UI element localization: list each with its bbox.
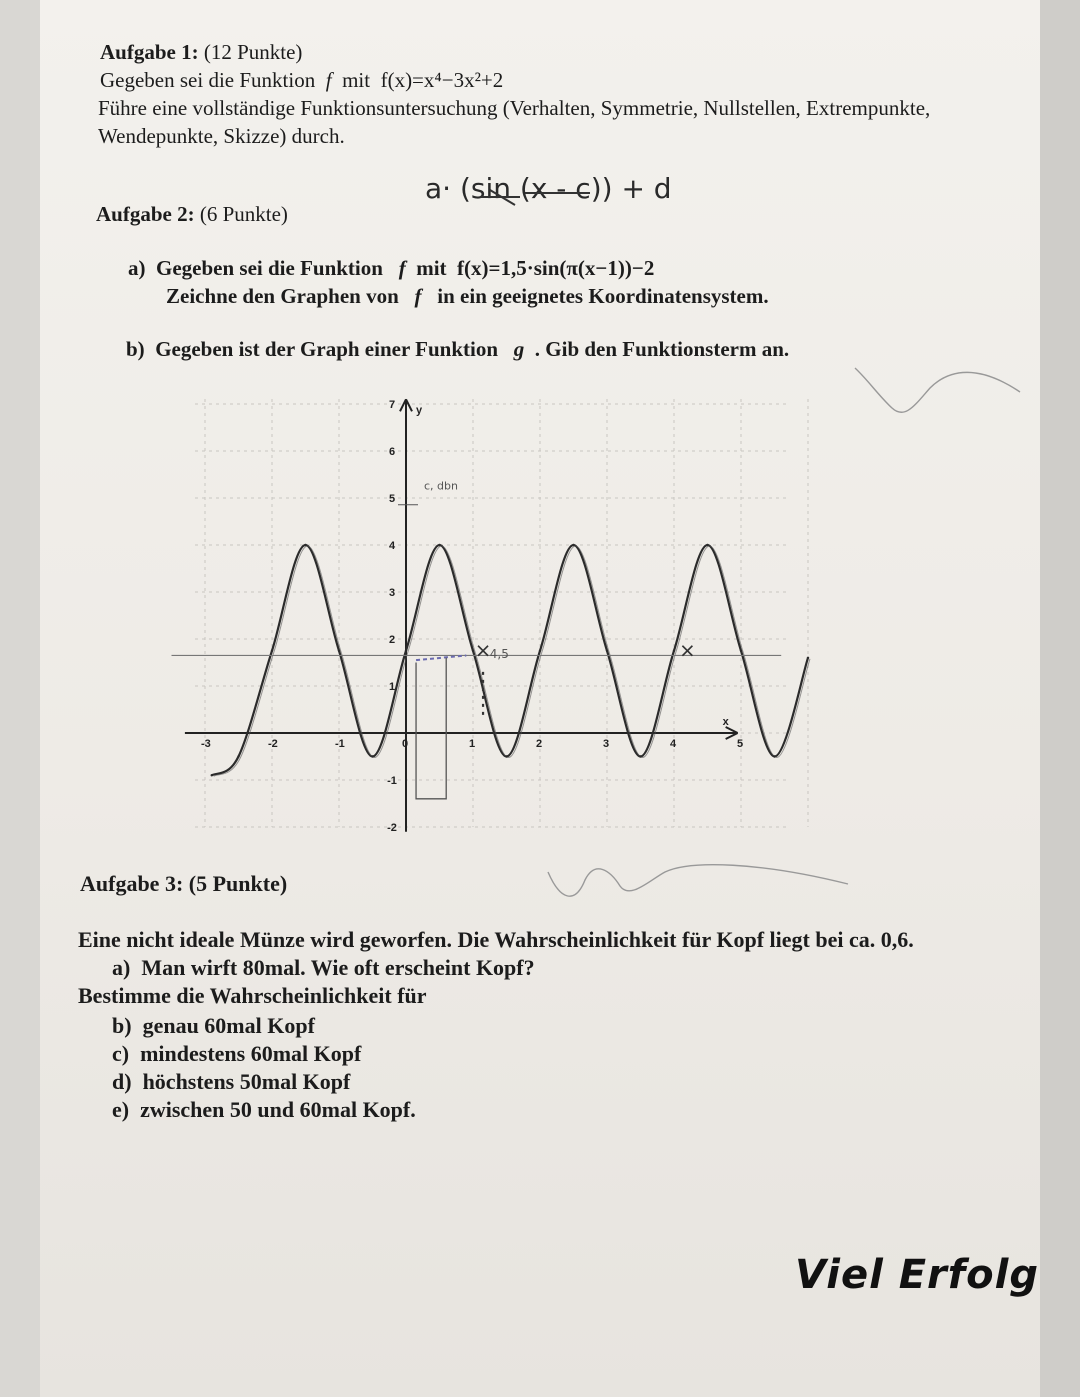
task3-item-d: [112, 1068, 350, 1096]
task1-mit: mit: [342, 68, 371, 92]
task1-given-text: Gegeben sei die Funktion: [100, 68, 316, 92]
graph-curve: [211, 544, 811, 777]
task3-item-b: [112, 1012, 315, 1040]
task2b-text-2: . Gib den Funktionsterm an.: [534, 337, 790, 361]
task1-points: (12 Punkte): [203, 40, 303, 64]
task3-item-text: höchstens 50mal Kopf: [142, 1069, 351, 1094]
task3-determine: Bestimme die Wahrscheinlichkeit für: [78, 983, 427, 1008]
task3-item-e: [112, 1096, 416, 1124]
x-tick-label: 5: [737, 738, 744, 750]
task2a-mit: mit: [416, 256, 447, 280]
data-point: [807, 657, 809, 659]
closing-wish: Viel Erfolg: [795, 1252, 1040, 1298]
task3-intro: Eine nicht ideale Münze wird geworfen. Die Wahrscheinlichkeit für Kopf liegt bei ca. 0,6.: [78, 927, 914, 952]
task1-heading: Aufgabe 1:: [100, 40, 199, 64]
cross-mark: [478, 646, 488, 656]
data-point: [505, 755, 507, 757]
task2-handwritten-note: a· (sin (x - c)) + d: [425, 172, 672, 205]
data-point: [773, 755, 775, 757]
graph-ticks: [201, 399, 743, 834]
y-tick-label: -1: [387, 775, 397, 787]
task3a-line: [112, 954, 535, 982]
hand-c-label: c, dbn: [424, 479, 458, 493]
task2a-draw-text-2: in ein geeignetes Koordinatensystem.: [437, 284, 769, 308]
task3-item-text: zwischen 50 und 60mal Kopf.: [140, 1097, 416, 1122]
data-point: [706, 544, 708, 546]
pencil-squiggle-top: [855, 368, 1020, 412]
task2-points: (6 Punkte): [199, 202, 288, 226]
x-tick-label: 1: [469, 738, 476, 750]
pencil-squiggle-bottom: [548, 865, 848, 896]
task2a-draw-text: Zeichne den Graphen von: [166, 284, 399, 308]
data-point: [338, 650, 340, 652]
task2a-text: Gegeben sei die Funktion: [156, 256, 383, 280]
x-tick-label: -1: [335, 738, 345, 750]
task2b-text: Gegeben ist der Graph einer Funktion: [155, 337, 499, 361]
x-tick-label: 3: [603, 738, 610, 750]
task3-item-label: e): [112, 1097, 130, 1122]
data-point: [304, 544, 306, 546]
data-point: [237, 755, 239, 757]
task2b-function-name: g: [513, 337, 525, 361]
task3-item-label: d): [112, 1069, 132, 1094]
y-axis-label: y: [416, 404, 423, 417]
data-point: [211, 774, 213, 776]
task2a-formula: f(x)=1,5·sin(π(x−1))−2: [457, 256, 655, 280]
y-tick-label: 1: [388, 681, 396, 693]
y-tick-label: 3: [388, 587, 396, 599]
task3-item-text: genau 60mal Kopf: [142, 1013, 315, 1038]
hand-value-label: 4,5: [489, 646, 509, 661]
y-tick-label: 4: [388, 540, 396, 552]
cross-mark: [682, 646, 692, 656]
task2a-draw-function: f: [414, 284, 422, 308]
task3-item-label: c): [112, 1041, 130, 1066]
task1-instruction-1: Führe eine vollständige Funktionsuntersuchung (Verhalten, Symmetrie, Nullstellen, Extrempunkte,: [98, 96, 931, 120]
data-point: [405, 650, 407, 652]
x-tick-label: -3: [201, 738, 211, 750]
data-point: [371, 755, 373, 757]
task1-formula: f(x)=x⁴−3x²+2: [380, 68, 504, 92]
task2-heading: Aufgabe 2:: [96, 202, 195, 226]
task3-points: (5 Punkte): [188, 871, 288, 896]
task3-item-c: [112, 1040, 361, 1068]
task3a-label: a): [112, 955, 131, 980]
task3-item-label: b): [112, 1013, 132, 1038]
task3-heading: Aufgabe 3:: [80, 871, 184, 896]
x-tick-label: 2: [536, 738, 543, 750]
task2b-label: b): [126, 337, 145, 361]
y-tick-label: 6: [388, 446, 396, 458]
graph-grid: [195, 399, 808, 827]
y-tick-label: 7: [388, 399, 396, 411]
x-tick-label: -2: [268, 738, 278, 750]
amplitude-bracket: [416, 658, 446, 799]
data-point: [472, 650, 474, 652]
y-tick-label: 2: [388, 634, 396, 646]
data-point: [271, 650, 273, 652]
x-tick-label: 0: [402, 738, 409, 750]
data-point: [639, 755, 641, 757]
y-tick-label: 5: [388, 493, 396, 505]
task1-instruction-2: Wendepunkte, Skizze) durch.: [98, 124, 345, 148]
graph-axes: [185, 399, 738, 831]
data-point: [438, 544, 440, 546]
series-line: [212, 545, 808, 775]
data-point: [740, 650, 742, 652]
pencil-trace: [214, 546, 810, 776]
x-tick-label: 4: [670, 738, 677, 750]
task3-item-text: mindestens 60mal Kopf: [140, 1041, 362, 1066]
hand-annotations: [172, 190, 1021, 896]
task1-function-name: f: [325, 68, 332, 92]
data-point: [539, 650, 541, 652]
dashed-helper-h: [416, 655, 466, 660]
x-axis-label: x: [722, 716, 729, 728]
hand-strike-through: [480, 190, 590, 205]
task2a-function-name: f: [398, 256, 406, 280]
y-tick-label: -2: [387, 822, 397, 834]
task2a-label: a): [128, 256, 146, 280]
data-point: [673, 650, 675, 652]
task3a-text: Man wirft 80mal. Wie oft erscheint Kopf?: [141, 955, 535, 980]
data-point: [606, 650, 608, 652]
data-point: [572, 544, 574, 546]
task3-title: [80, 870, 287, 898]
